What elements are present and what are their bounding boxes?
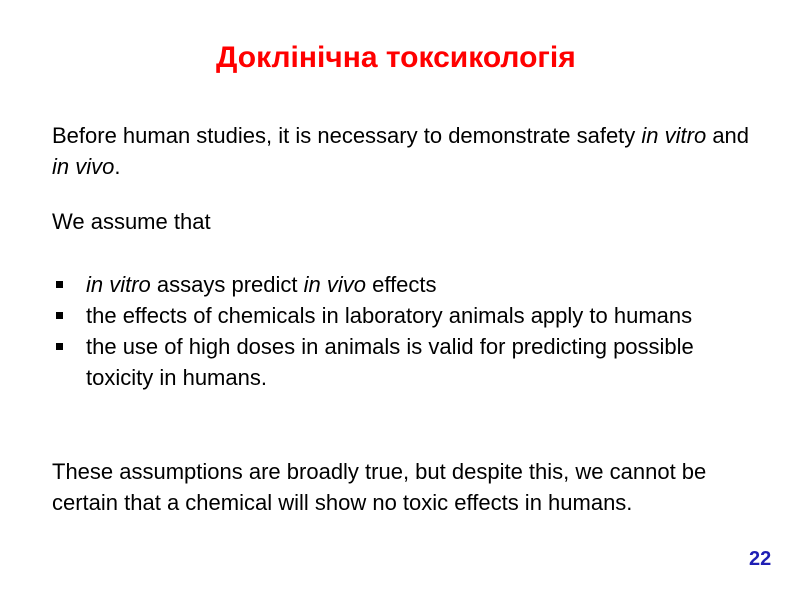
bullet-1-in-vivo: in vivo: [303, 272, 366, 297]
intro-text-2: and: [706, 123, 750, 148]
square-bullet-icon: [56, 281, 63, 288]
conclusion-paragraph: These assumptions are broadly true, but despite this, we cannot be certain that a chemical will show no toxic effects in humans.: [52, 459, 707, 515]
intro-in-vitro: in vitro: [641, 123, 707, 148]
slide-title: Доклінічна токсикологія: [216, 41, 576, 74]
bullet-3-text: the use of high doses in animals is valid for predicting possible toxicity in humans.: [86, 334, 694, 390]
square-bullet-icon: [56, 343, 63, 350]
assumption-list: [52, 269, 752, 393]
list-item: [52, 300, 752, 331]
list-item: [52, 331, 752, 393]
bullet-2-text: the effects of chemicals in laboratory animals apply to humans: [86, 303, 693, 328]
intro-paragraph: [52, 120, 752, 182]
intro-text-1: Before human studies, it is necessary to demonstrate safety: [52, 123, 642, 148]
bullet-1-text-1: assays predict: [150, 272, 304, 297]
square-bullet-icon: [56, 312, 63, 319]
list-item: [52, 269, 752, 300]
bullet-1-in-vitro: in vitro: [86, 272, 151, 297]
bullet-1-text-2: effects: [366, 272, 437, 297]
intro-text-3: .: [114, 154, 121, 179]
page-number: 22: [749, 548, 772, 570]
intro-in-vivo: in vivo: [52, 154, 115, 179]
assume-label: We assume that: [52, 209, 211, 234]
